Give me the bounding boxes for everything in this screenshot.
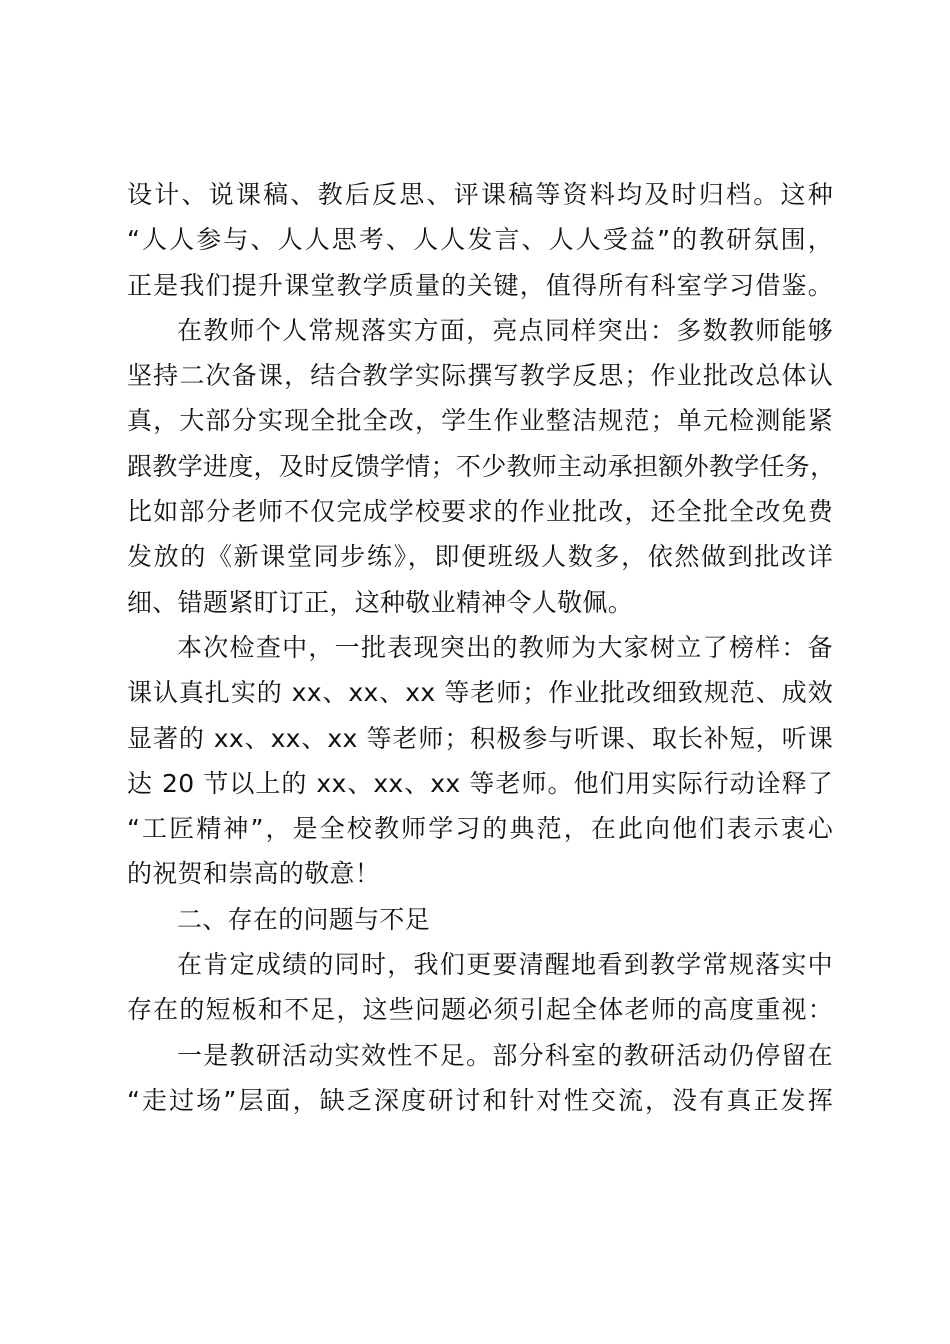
text-line: 达 20 节以上的 xx、xx、xx 等老师。他们用实际行动诠释了	[127, 768, 833, 798]
section-heading: 二、存在的问题与不足	[177, 904, 431, 934]
text-line: 设计、说课稿、教后反思、评课稿等资料均及时归档。这种	[127, 180, 833, 209]
document-body	[127, 172, 836, 1123]
text-line: 坚持二次备课，结合教学实际撰写教学反思；作业批改总体认	[127, 361, 833, 391]
text-line: 正是我们提升课堂教学质量的关键，值得所有科室学习借鉴。	[127, 270, 833, 300]
text-line: 比如部分老师不仅完成学校要求的作业批改，还全批全改免费	[127, 497, 833, 527]
text-line: 真，大部分实现全批全改，学生作业整洁规范；单元检测能紧	[127, 406, 833, 436]
paragraph-start-line: 本次检查中，一批表现突出的教师为大家树立了榜样：备	[177, 632, 833, 662]
text-line: “人人参与、人人思考、人人发言、人人受益”的教研氛围，	[127, 225, 833, 255]
text-line: 发放的《新课堂同步练》，即便班级人数多，依然做到批改详	[127, 542, 833, 572]
paragraph-start-line: 一是教研活动实效性不足。部分科室的教研活动仍停留在	[177, 1040, 833, 1070]
text-line: “走过场”层面，缺乏深度研讨和针对性交流，没有真正发挥	[127, 1085, 833, 1115]
paragraph-end-line: 细、错题紧盯订正，这种敬业精神令人敬佩。	[127, 587, 634, 617]
paragraph-end-line: 的祝贺和崇高的敬意！	[127, 859, 381, 889]
text-line: 课认真扎实的 xx、xx、xx 等老师；作业批改细致规范、成效	[127, 678, 833, 708]
text-line: 显著的 xx、xx、xx 等老师；积极参与听课、取长补短，听课	[127, 723, 833, 753]
text-line: 存在的短板和不足，这些问题必须引起全体老师的高度重视：	[127, 995, 833, 1025]
paragraph-start-line: 在教师个人常规落实方面，亮点同样突出：多数教师能够	[177, 315, 833, 345]
text-line: 跟教学进度，及时反馈学情；不少教师主动承担额外教学任务，	[127, 451, 836, 481]
paragraph-start-line: 在肯定成绩的同时，我们更要清醒地看到教学常规落实中	[177, 950, 833, 980]
text-line: “工匠精神”，是全校教师学习的典范，在此向他们表示衷心	[127, 814, 833, 844]
